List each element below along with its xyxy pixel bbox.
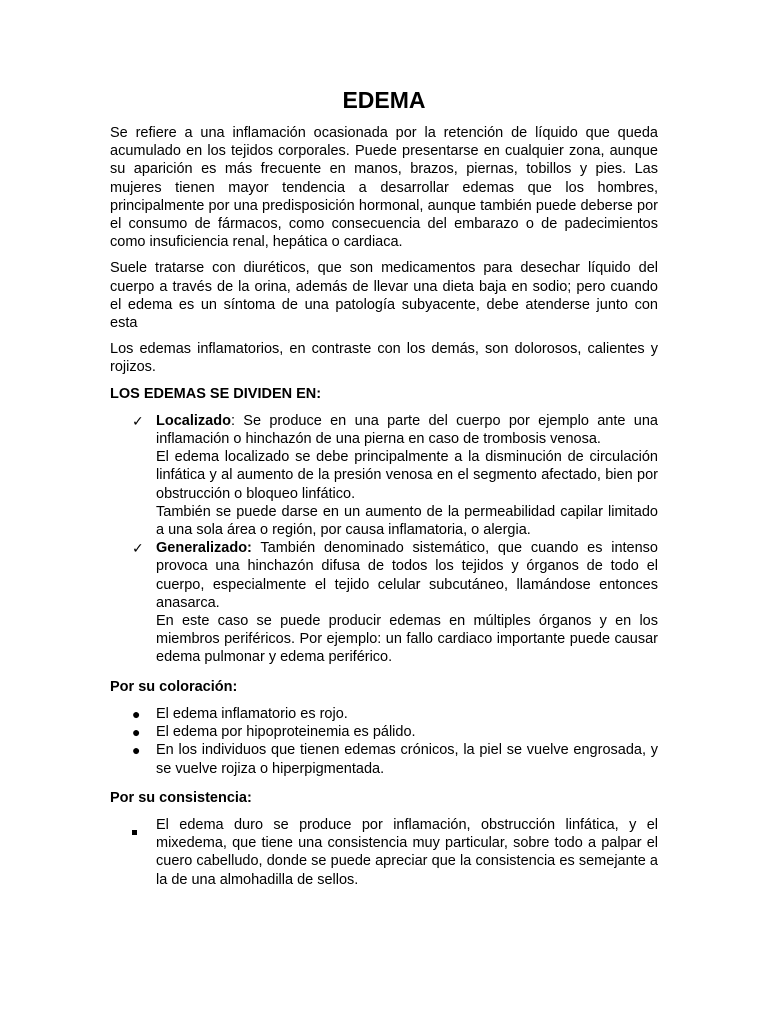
- term-label: Localizado: [156, 412, 231, 429]
- list-item-text: El edema inflamatorio es rojo.: [156, 705, 348, 722]
- list-item: [110, 741, 658, 777]
- coloration-list: [110, 705, 658, 778]
- list-item: [110, 723, 658, 741]
- intro-paragraph: Se refiere a una inflamación ocasionada por la retención de líquido que queda acumulado en los tejidos corporales. Puede presentarse en cualquier zona, aunque su aparición es más frecuente en manos, brazos, piernas, tobillos y pies. Las mujeres tienen mayor tendencia a desarrollar edemas que los hombres, principalmente por una predisposición hormonal, aunque también puede deberse por el consumo de fármacos, como consecuencia del embarazo o de padecimientos como insuficiencia renal, hepática o cardiaca.: [110, 125, 658, 251]
- list-item-text: El edema por hipoproteinemia es pálido.: [156, 724, 416, 741]
- bullet-icon: ●: [132, 724, 141, 741]
- checkmark-icon: ✓: [132, 412, 144, 429]
- square-bullet-icon: [132, 822, 148, 840]
- document-page: [110, 86, 658, 900]
- document-title: EDEMA: [342, 87, 426, 113]
- list-item: [110, 816, 658, 889]
- treatment-paragraph: Suele tratarse con diuréticos, que son medicamentos para desechar líquido del cuerpo a través de la orina, además de llevar una dieta baja en sodio; pero cuando el edema es un síntoma de una patología subyacente, debe atenderse junto con esta: [110, 260, 658, 332]
- coloration-heading: Por su coloración:: [110, 678, 238, 695]
- bullet-icon: ●: [132, 705, 141, 722]
- division-heading: LOS EDEMAS SE DIVIDEN EN:: [110, 385, 322, 402]
- term-detail: El edema localizado se debe principalmente a la disminución de circulación linfática y al aumento de la presión venosa en el segmento afectado, bien por obstrucción o bloqueo linfático.: [156, 449, 658, 502]
- inflammatory-paragraph: Los edemas inflamatorios, en contraste con los demás, son dolorosos, calientes y rojizos.: [110, 341, 658, 376]
- list-item-localizado: [110, 412, 658, 539]
- list-item: [110, 705, 658, 723]
- term-description: : Se produce en una parte del cuerpo por ejemplo ante una inflamación o hinchazón de una pierna en caso de trombosis venosa.: [156, 412, 658, 448]
- consistency-heading: Por su consistencia:: [110, 789, 252, 806]
- term-detail: En este caso se puede producir edemas en múltiples órganos y en los miembros periféricos. Por ejemplo: un fallo cardiaco importante puede causar edema pulmonar y edema periférico.: [156, 613, 658, 666]
- division-list: [110, 412, 658, 667]
- term-description: También denominado sistemático, que cuando es intenso provoca una hinchazón difusa de todos los tejidos y órganos de todo el cuerpo, especialmente el tejido celular subcutáneo, llamándose entonces anasarca.: [156, 540, 658, 611]
- term-detail: También se puede darse en un aumento de la permeabilidad capilar limitado a una sola área o región, por causa inflamatoria, o alergia.: [156, 503, 658, 539]
- list-item-text: El edema duro se produce por inflamación, obstrucción linfática, y el mixedema, que tiene una consistencia muy particular, sobre todo a palpar el cuero cabelludo, donde se puede apreciar que la consistencia es semejante a la de una almohadilla de sellos.: [156, 816, 658, 888]
- consistency-list: [110, 816, 658, 889]
- list-item-generalizado: [110, 539, 658, 666]
- checkmark-icon: ✓: [132, 540, 144, 557]
- list-item-text: En los individuos que tienen edemas crónicos, la piel se vuelve engrosada, y se vuelve rojiza o hiperpigmentada.: [156, 742, 658, 777]
- bullet-icon: ●: [132, 742, 141, 759]
- term-label: Generalizado:: [156, 540, 252, 557]
